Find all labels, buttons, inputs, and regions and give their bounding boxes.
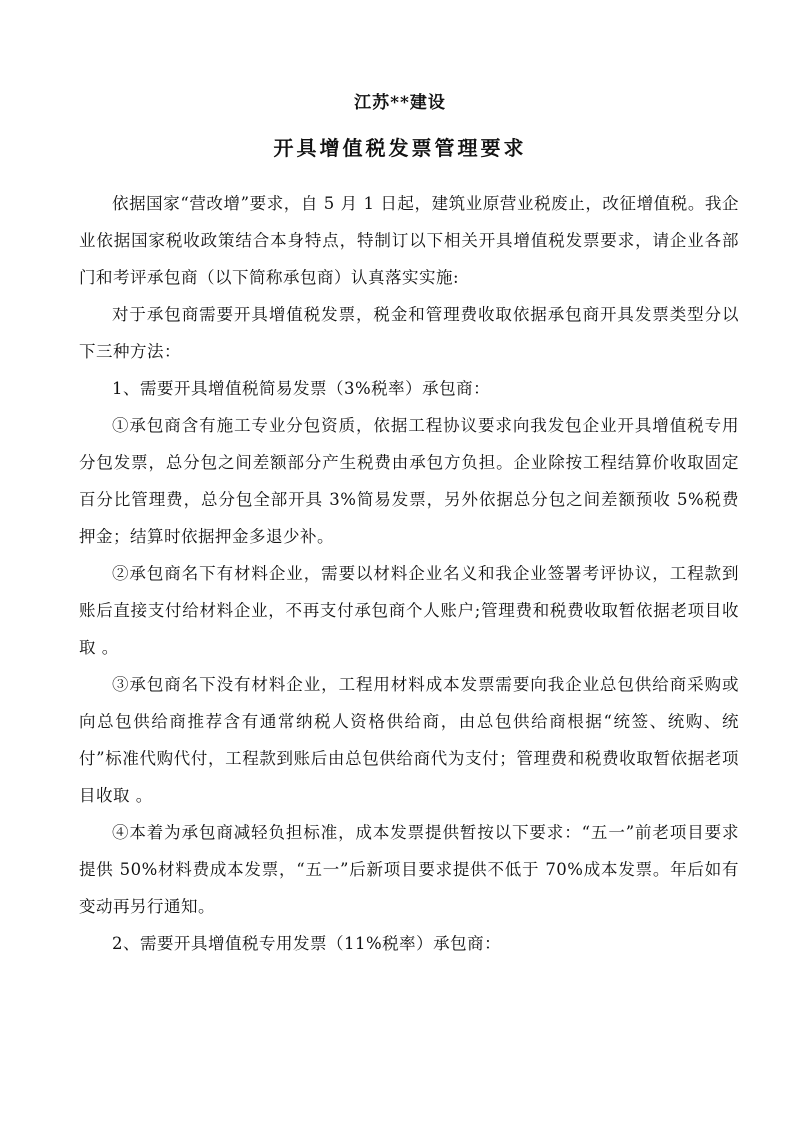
document-body [79, 185, 739, 962]
section-1-heading: 1、需要开具增值税简易发票（3%税率）承包商： [112, 379, 491, 398]
item-2-paragraph: ②承包商名下有材料企业，需要以材料企业名义和我企业签署考评协议，工程款到账后直接支付给材料企业，不再支付承包商个人账户;管理费和税费收取暂依据老项目收取 。 [79, 564, 739, 657]
company-name: 江苏**建设 [354, 93, 446, 113]
intro-paragraph: 依据国家“营改增”要求，自 5 月 1 日起，建筑业原营业税废止，改征增值税。我企业依据国家税收政策结合本身特点，特制订以下相关开具增值税发票要求，请企业各部门和考评承包商（以下简称承包商）认真落实实施: [79, 194, 739, 287]
item-3-paragraph: ③承包商名下没有材料企业，工程用材料成本发票需要向我企业总包供给商采购或向总包供给商推荐含有通常纳税人资格供给商，由总包供给商根据“统签、统购、统付”标准代购代付，工程款到账后由总包供给商代为支付；管理费和税费收取暂依据老项目收取 。 [79, 675, 739, 805]
document-title: 开具增值税发票管理要求 [273, 136, 527, 160]
item-4-paragraph: ④本着为承包商减轻负担标准，成本发票提供暂按以下要求：“五一”前老项目要求提供 50%材料费成本发票，“五一”后新项目要求提供不低于 70%成本发票。年后如有变动再另行通知。 [79, 823, 739, 916]
item-1-paragraph: ①承包商含有施工专业分包资质，依据工程协议要求向我发包企业开具增值税专用分包发票，总分包之间差额部分产生税费由承包方负担。企业除按工程结算价收取固定百分比管理费，总分包全部开具 3%简易发票，另外依据总分包之间差额预收 5%税费押金；结算时依据押金多退少补。 [79, 416, 739, 546]
section-2-heading: 2、需要开具增值税专用发票（11%税率）承包商： [112, 934, 502, 953]
methods-paragraph: 对于承包商需要开具增值税发票，税金和管理费收取依据承包商开具发票类型分以下三种方法： [79, 305, 739, 361]
